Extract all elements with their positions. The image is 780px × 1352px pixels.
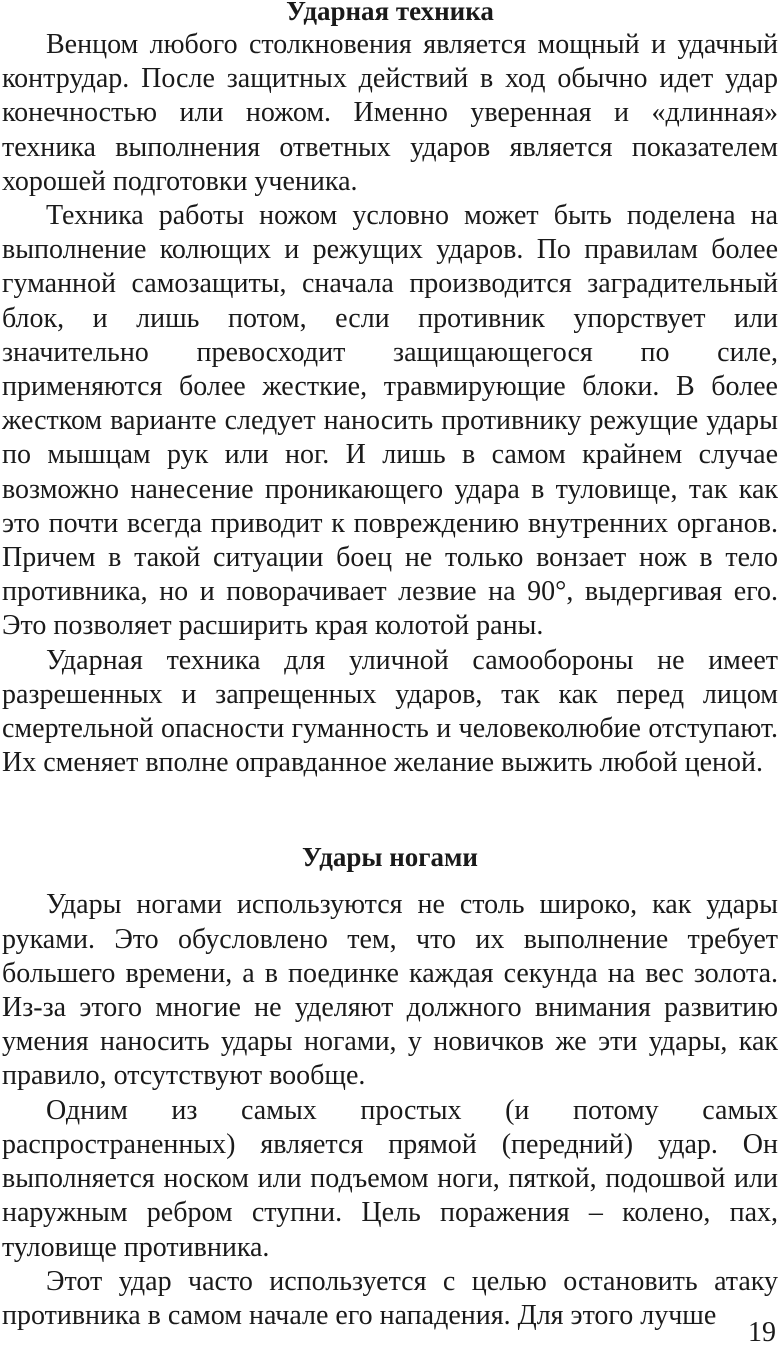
paragraph: Этот удар часто используется с целью остановить атаку противника в самом начале его нападения. Для этого лучше [2,1265,778,1331]
paragraph: Ударная техника для уличной самообороны не имеет разрешенных и запрещенных ударов, так как перед лицом смертельной опасности гуманность и человеколюбие отступают. Их сменяет вполне оправданное желание выжить любой ценой. [2,644,778,779]
paragraph: Техника работы ножом условно может быть поделена на выполнение колющих и режущих ударов. По правилам более гуманной самозащиты, сначала производится заградительный блок, и лишь потом, если противник упорствует или значительно превосходит защищающегося по силе, применяются более жесткие, травмирующие блоки. В более жестком варианте следует наносить противнику режущие удары по мышцам рук или ног. И лишь в самом крайнем случае возможно нанесение проникающего удара в туловище, так как это почти всегда приводит к повреждению внутренних органов. Причем в такой ситуации боец не только вонзает нож в тело противника, но и поворачивает лезвие на 90°, выдергивая его. Это позволяет расширить края колотой раны. [2,200,778,642]
page-number: 19 [748,1317,776,1348]
paragraph: Венцом любого столкновения является мощный и удачный контрудар. После защитных действий в ход обычно идет удар конечностью или ножом. Именно уверенная и «длинная» техника выполнения ответных ударов является показателем хорошей подготовки ученика. [2,29,778,197]
section-heading-strike-technique: Ударная техника [286,0,494,26]
paragraph: Одним из самых простых (и потому самых распространенных) является прямой (передний) удар. Он выполняется носком или подъемом ноги, пяткой, подошвой или наружным ребром ступни. Цель поражения – колено, пах, туловище противника. [2,1094,778,1263]
paragraph: Удары ногами используются не столь широко, как удары руками. Это обусловлено тем, что их выполнение требует большего времени, а в поединке каждая секунда на вес золота. Из-за этого многие не уделяют должного внимания развитию умения наносить удары ногами, у новичков же эти удары, как правило, отсутствуют вообще. [2,889,778,1092]
book-page [2,0,778,1333]
section-heading-kicks: Удары ногами [302,842,478,873]
